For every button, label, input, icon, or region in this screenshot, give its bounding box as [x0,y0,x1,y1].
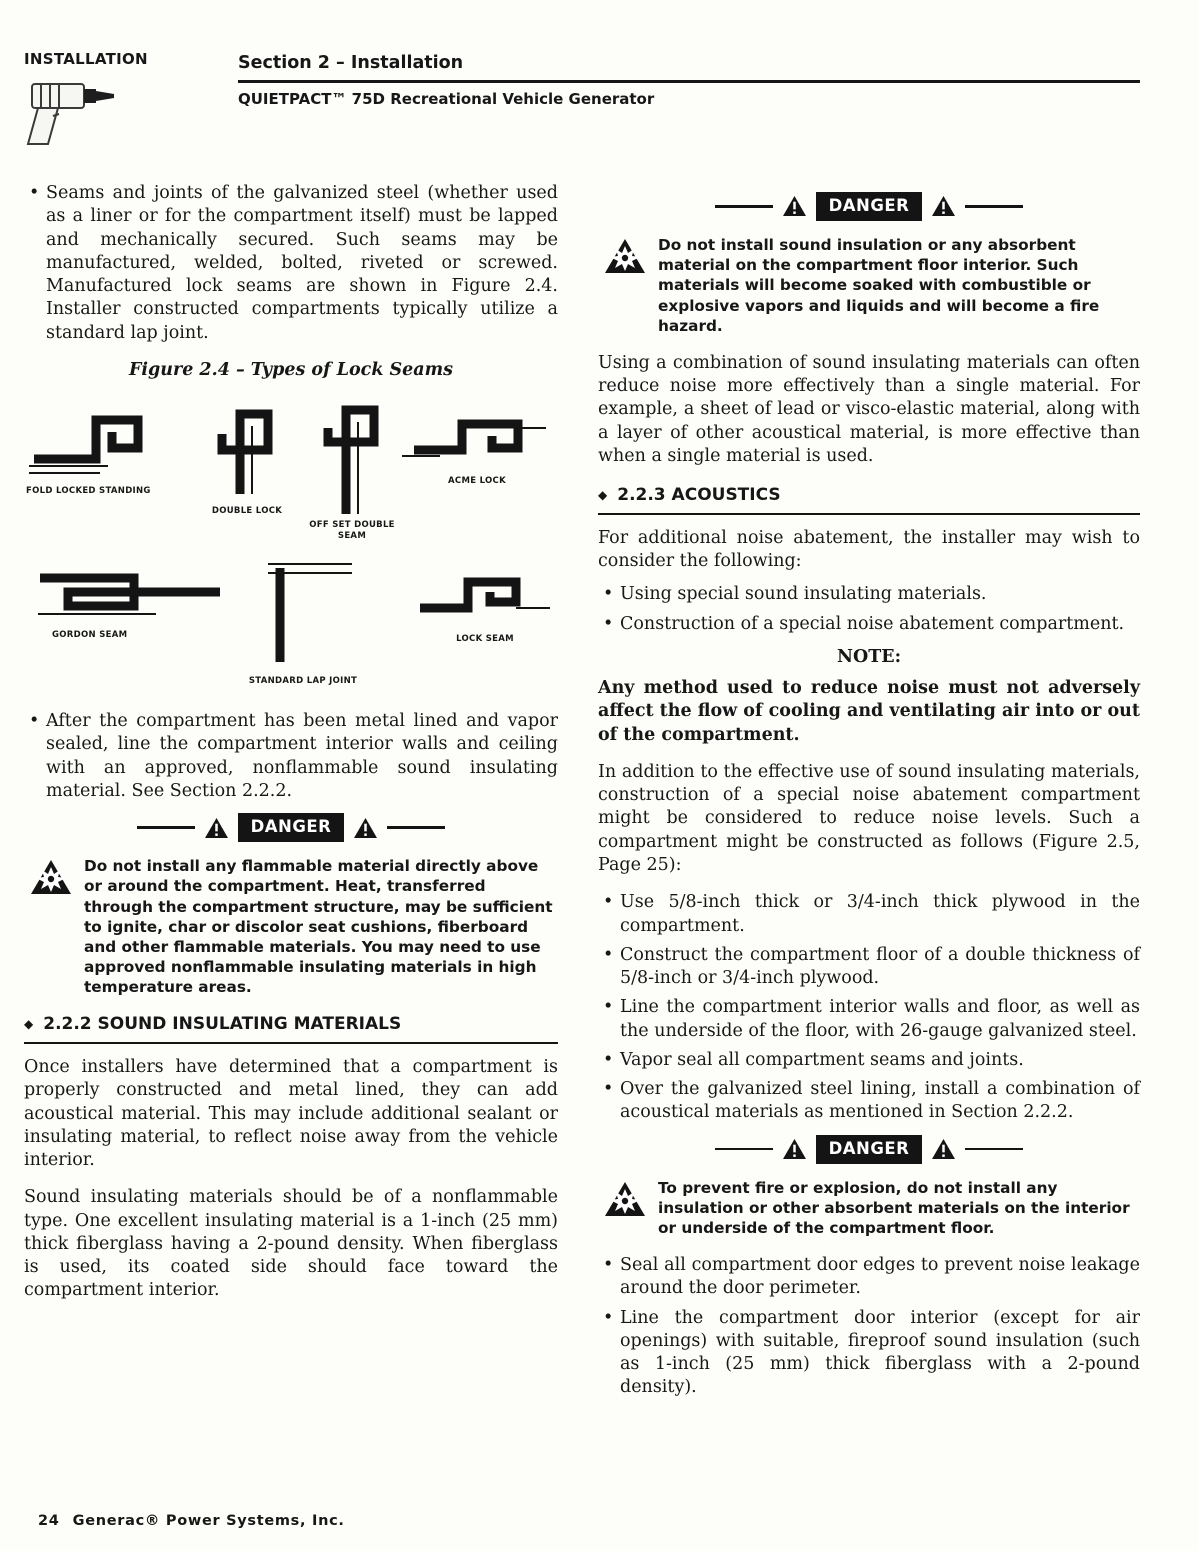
danger-banner [598,192,1140,221]
bullet-item: • Construction of a special noise abatement compartment. [598,613,1140,636]
bullet-item: • Seal all compartment door edges to prevent noise leakage around the door perimeter. [598,1254,1140,1301]
figure-lock-seams [24,392,558,700]
company-name: Generac® Power Systems, Inc. [72,1512,345,1529]
danger-label: DANGER [816,1135,923,1164]
danger-banner [24,813,558,842]
warning-block [604,1178,1136,1239]
warning-text: To prevent fire or explosion, do not install any insulation or other absorbent materials on the interior or underside of the compartment floor. [658,1178,1130,1237]
page-number: 24 [38,1512,60,1529]
drill-icon [26,72,122,157]
header-titles [238,46,1140,110]
bullet-item: • Use 5/8-inch thick or 3/4-inch thick plywood in the compartment. [598,891,1140,938]
banner-line [387,826,445,829]
paragraph: For additional noise abatement, the installer may wish to consider the following: [598,527,1140,572]
double-lock-diagram [206,396,288,498]
warning-triangle-icon [782,195,807,217]
section-heading-2-2-3 [598,484,1140,515]
acme-lock-diagram [400,410,548,472]
hazard-explosion-icon [604,235,646,336]
figure-label: STANDARD LAP JOINT [248,676,358,687]
fold-locked-standing-diagram [26,400,178,482]
warning-triangle-icon [931,195,956,217]
bullet-list [598,891,1140,1124]
bullet-item: • After the compartment has been metal lined and vapor sealed, line the compartment interior walls and ceiling with an approved, nonflammable sound insulating material. See Section 2.2.2. [24,710,558,803]
page-footer [38,1512,345,1531]
figure-title: Figure 2.4 – Types of Lock Seams [128,359,454,380]
bullet-item: • Using special sound insulating materials. [598,583,1140,606]
banner-line [965,1148,1023,1151]
bullet-item: • Line the compartment door interior (except for air openings) with suitable, fireproof sound insulation (such as 1-inch (25 mm) thick fiberglass with a 2-pound density). [598,1307,1140,1400]
diamond-bullet-icon: ◆ [598,488,608,503]
gordon-seam-diagram [34,564,226,622]
page-header [24,46,1140,164]
header-divider [238,80,1140,83]
bullet-item: • Over the galvanized steel lining, install a combination of acoustical materials as mentioned in Section 2.2.2. [598,1078,1140,1125]
warning-text: Do not install any flammable material directly above or around the compartment. Heat, transferred through the compartment structure, may be sufficient to ignite, char or discolor seat cushions, fiberboard and other flammable materials. You may need to use approved nonflammable insulating materials in high temperature areas. [84,857,553,997]
warning-block [30,856,554,997]
two-column-body [24,182,1140,1410]
section-heading-text: 2.2.2 SOUND INSULATING MATERIALS [43,1014,402,1035]
diamond-bullet-icon: ◆ [24,1017,34,1032]
section-heading-2-2-2 [24,1013,558,1044]
warning-triangle-icon [931,1138,956,1160]
bullet-item: • Line the compartment interior walls and floor, as well as the underside of the floor, with 26-gauge galvanized steel. [598,996,1140,1043]
standard-lap-joint-diagram [252,556,354,668]
note-text: Any method used to reduce noise must not adversely affect the flow of cooling and ventilating air into or out of the compartment. [598,678,1140,745]
right-column [598,182,1140,1410]
warning-text: Do not install sound insulation or any absorbent material on the compartment floor interior. Such materials will become soaked with combustible or explosive vapors and liquids and will become a fire hazard. [658,235,1100,335]
paragraph: Sound insulating materials should be of a nonflammable type. One excellent insulating material is a 1-inch (25 mm) thick fiberglass having a 2-pound density. When fiberglass is used, its coated side should face toward the compartment interior. [24,1187,558,1301]
section-title: Section 2 – Installation [238,53,464,73]
paragraph: Using a combination of sound insulating materials can often reduce noise more effectively than a single material. For example, a sheet of lead or visco-elastic material, along with a layer of other acoustical material, is more effective than when a single material is used. [598,352,1140,466]
left-column [24,182,558,1410]
figure-label: GORDON SEAM [52,630,128,641]
note-label: NOTE: [836,646,902,667]
warning-triangle-icon [353,817,378,839]
bullet-item: • Construct the compartment floor of a double thickness of 5/8-inch or 3/4-inch plywood. [598,944,1140,991]
banner-line [965,205,1023,208]
banner-line [137,826,195,829]
document-subtitle: QUIETPACT™ 75D Recreational Vehicle Generator [238,90,655,109]
paragraph: In addition to the effective use of sound insulating materials, construction of a special noise abatement compartment might be considered to reduce noise levels. Such a compartment might be constructed as follows (Figure 2.5, Page 25): [598,761,1140,875]
hazard-explosion-icon [604,1178,646,1239]
warning-block [604,235,1136,336]
figure-label: DOUBLE LOCK [211,506,283,517]
bullet-item: • Vapor seal all compartment seams and joints. [598,1049,1140,1072]
lock-seam-diagram [416,568,552,630]
figure-label: ACME LOCK [448,476,506,487]
section-heading-text: 2.2.3 ACOUSTICS [617,485,781,506]
paragraph: Once installers have determined that a compartment is properly constructed and metal lined, they can add acoustical material. This may include additional sealant or insulating material, to reflect noise away from the vehicle interior. [24,1057,558,1171]
warning-triangle-icon [782,1138,807,1160]
danger-label: DANGER [816,192,923,221]
danger-label: DANGER [238,813,345,842]
banner-line [715,1148,773,1151]
bullet-list [598,1254,1140,1400]
hazard-explosion-icon [30,856,72,997]
bullet-list [598,583,1140,636]
figure-label: FOLD LOCKED STANDING [26,486,151,497]
warning-triangle-icon [204,817,229,839]
figure-label: LOCK SEAM [456,634,514,645]
banner-line [715,205,773,208]
figure-label: OFF SET DOUBLE SEAM [309,520,395,541]
offset-double-seam-diagram [316,396,388,518]
danger-banner [598,1135,1140,1164]
bullet-item: • Seams and joints of the galvanized steel (whether used as a liner or for the compartment itself) must be lapped and mechanically secured. Such seams may be manufactured, welded, bolted, riveted or screwed. Manufactured lock seams are shown in Figure 2.4. Installer constructed compartments typically utilize a standard lap joint. [24,182,558,345]
chapter-tab-label: INSTALLATION [24,50,148,68]
